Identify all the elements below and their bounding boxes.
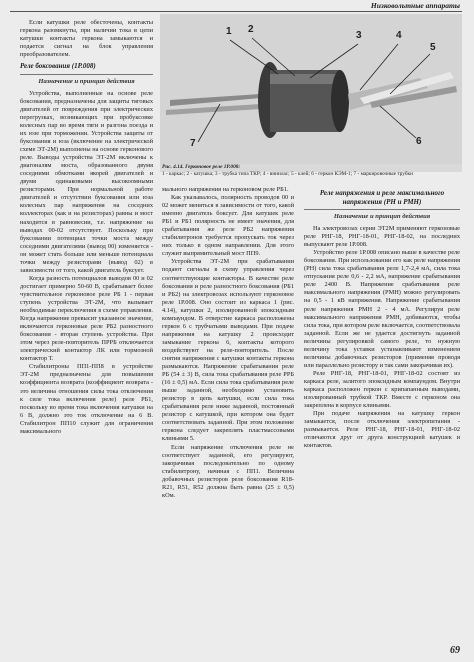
paragraph: При подаче напряжения на катушку геркон замыкается, после отключения электропитания - размыкается. Реле РНГ-18, РНГ-18-01, РНГ-18-02 отличаются друг от друга конструкцией катушек и контактов. — [304, 410, 460, 450]
figure-relay-photo — [160, 14, 462, 172]
paragraph: Стабилитроны ПП1-ПП8 в устройстве ЭТ-2М предназначены для повышения коэффициента возврата (коэффициент возврата - это величина отношения силы тока отключения к силе тока включения реле) реле РБ1, поскольку во время тока включения катушки на 6 В, должно это ток отключение на 6 В. Стабилитрон ПП10 служит для ограничения максимального — [20, 363, 153, 435]
callout-5: 5 — [430, 42, 436, 53]
page-number: 69 — [450, 645, 460, 656]
paragraph: Как указывалось, полярность проводов 00 и 02 может меняться в зависимости от того, какой именно двигатель боксует. Для катушек реле РБ1 и РБ1 полярность не имеет значения, для срабатывания же реле РБ2 напряжения стабилитронов требуется пропускать ток через них только в одном направлении. Для этого служит выпрямительный мост ПП9. — [162, 194, 294, 258]
paragraph: Устройство реле 1Р.008 описано выше в качестве реле боксования. При использовании его как реле напряжения (РН) сила тока срабатывания реле 1,7-2,4 мА, сила тока отпускания реле 0,6 - 2,2 мА, напряжение срабатывания реле 2400 В. Напряжение срабатывания реле максимального напряжения (РМН) можно регулировать на 0,5 - 1 кВ напряжения. Напряжение срабатывания реле напряжения РМН 2 - 4 мА. Регулируя реле максимального напряжения РМН, добиваются, чтобы сила тока, при котором реле включается, соответствовала заданной. Если же не удается достигнуть заданной величины регулировкой самого реле, то нужную величину тока уставки устанавливают изменением величины добавочных резисторов (применяя проводя или параллельно резистору и так сами закорачивая их). — [304, 249, 460, 369]
figure-caption — [162, 164, 462, 177]
paragraph: Если катушки реле обесточены, контакты геркона разомкнуты, при наличии тока в цепи катушки контакты геркона замыкаются и подается сигнал на блок управления преобразователем. — [20, 19, 153, 59]
callout-4: 4 — [396, 30, 402, 41]
paragraph: мального напряжения на герконовом реле РБ1. — [162, 186, 289, 193]
paragraph: Устройства, выполненные на основе реле боксования, предназначены для защиты тяговых двигателей от повреждения при электрических перегрузках, возникающих при пробуксовке колесных пар во время тяги и разгона поезда и их юзе при торможении. Устройства защиты от буксования и юза (включение на электрической схеме ЭТ-2М) выполнены на основе герконового реле. Выводы устройства ЭТ-2М включены к диагоналям моста, образованного двумя соседними обмотками якорей двигателей и двумя одинаковыми высокоомными резисторами. При нормальной работе двигателей и отсутствии буксования или юза колесных пар напряжения на соседних коллекторах (как и на резисторах) равны и мост находится в равновесии, т.е. напряжение на выводах 00-02 отсутствует. Поскольку при буксовании потенциал точки моста между соседними двигателями (вывод 00) изменяется - он может стать больше или меньше потенциала точки между резисторами (вывод 02) в зависимости от того, какой двигатель буксует. — [20, 89, 153, 274]
paragraph: Устройства ЭТ-2М при срабатывании подают сигналы в схему управления через соответствующие контакторы. В качестве реле боксования и реле разностного боксования (РБ1 и РБ2) на электровозах используют герконовое реле 1Р.008. Оно состоит из каркаса 1 (рис. 4.14), катушки 2, изолированной эпоксидным компаундом. В отверстие каркаса расположены геркон 6 с трубчатыми выводами. При подаче напряжения на катушку 2 происходит замыкание геркона 6, контакты которого воздействуют на реле-повторитель. После снятия напряжения с катушки контакты геркона размыкаются. Напряжение срабатывания реле РБ (54 ± 3) В, сила тока срабатывания реле РРБ (16 ± 0,5) мА. Если сила тока срабатывания реле выше заданной, необходимо установить резистор в цепь катушки, если сила тока срабатывания реле ниже заданной, постоянный резистор с катушкой, при котором она будет соответствовать заданной. При этом положение геркона следует закреплять пластмассовыми клиньями 5. — [162, 258, 294, 443]
section-rule — [20, 74, 153, 75]
callout-3: 3 — [356, 30, 362, 41]
paragraph: Когда разность потенциалов выводов 00 и 02 достигает примерно 50-60 В, срабатывает более чувствительное герконовое реле РБ 1 - первая ступень устройства ЭТ-2М, что вызывает необходимые переключения в схеме управления. Когда напряжение превысит указанное значение, включаются герконовые реле РБ2 разностного боксования - вторая ступень устройства. При этом через реле-повторитель ПРРБ отключается электрический контактор ЛК или тормозной контактор Т. — [20, 274, 153, 363]
callout-1: 1 — [226, 26, 232, 37]
header-rule — [10, 11, 462, 12]
paragraph: На электровозах серии ЭТ2М применяют герконовые реле РНГ-18, РНГ-18-01, РНГ-18-02, на последних выпускают реле 1Р.008. — [304, 225, 460, 249]
running-header: Низковольтные аппараты — [370, 1, 460, 10]
section-subtitle: Назначение и принцип действия — [333, 213, 431, 220]
paragraph: Если напряжение отключения реле не соответствует заданной, его регулируют, закорачивая последовательно по одному стабилитрону, начиная с ПП1. Величина добавочных резисторов реле боксования R18-R21, R51, R52 должна быть равна (25 ± 0,5) кОм. — [162, 443, 294, 499]
figure-caption-title: Рис. 4.14. Герконовое реле 1Р.008: — [162, 164, 241, 170]
callout-6: 6 — [416, 136, 422, 147]
section-rule — [304, 209, 460, 210]
left-column — [20, 19, 153, 436]
section-title-boxing-relay: Реле боксования (1Р.008) — [20, 62, 96, 71]
frame-flange-right-icon — [331, 70, 349, 132]
middle-column — [162, 186, 294, 500]
section-subtitle: Назначение и принцип действия — [38, 77, 135, 85]
right-column — [304, 186, 460, 450]
section-title-voltage-relay: Реле напряжения и реле максимального напряжения (РН и РМН) — [319, 189, 445, 206]
paragraph: Реле РНГ-18, РНГ-18-01, РНГ-18-02 состоят из каркаса реле, залитого эпоксидным компаундом. Внутри каркаса расположен геркон с крипапанным выводами, изолированный трубкой ТКР. Вместе с герконом она закреплена в корпусе клиньями. — [304, 369, 460, 410]
callout-7: 7 — [190, 138, 196, 149]
callout-2: 2 — [248, 24, 254, 35]
figure-caption-text: 1 - каркас; 2 - катушка; 3 - трубка типа ТКР; 4 - винилас; 5 - клей; 6 - геркон КЭМ-1; 7 - маркировочные трубки — [162, 170, 413, 177]
